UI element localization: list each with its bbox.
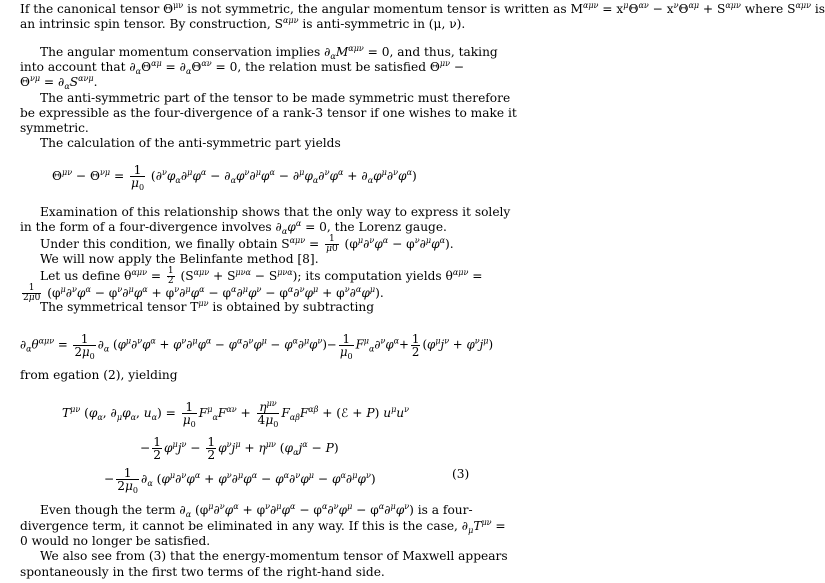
- p1-line-1: The angular momentum conservation implies $\partial_\alpha M^{\alpha\mu\nu} = 0$, and thus, taking: [40, 44, 498, 61]
- equation-antisymmetric: $\Theta^{\mu\nu} - \Theta^{\nu\mu}$ = $\frac{1}{\mu_0}$ $(\partial^\nu\varphi_\alpha\partial^\mu\varphi^\alpha - \partial_\alpha\varphi^\nu\partial^\mu\varphi^\alpha - \partial^\mu\varphi_\alpha\partial^\nu\varphi^\alpha + \partial_\alpha\varphi^\mu\partial^\nu\varphi^\alpha)$: [52, 163, 417, 192]
- fraction-1-over-2mu0: $\frac{1}{2\mu_0}$: [74, 332, 95, 361]
- fraction-eta-over-4mu0: $\frac{\eta^{\mu\nu}}{4\mu_0}$: [257, 399, 279, 429]
- equation-divergence: $\partial_\alpha\theta^{\alpha\mu\nu}$ = $\frac{1}{2\mu_0}$ $\partial_\alpha$ $(\varphi^\mu\partial^\nu\varphi^\alpha + \varphi^\nu\partial^\mu\varphi^\alpha - \varphi^\alpha\partial^\nu\varphi^\mu - \varphi^\alpha\partial^\mu\varphi^\nu)-$ $\frac{1}{\mu_0}$ $F^\mu_\alpha\partial^\nu\varphi^\alpha+$ $\frac{1}{2}$ $(\varphi^\mu j^\nu + \varphi^\nu j^\mu)$: [20, 332, 494, 361]
- p4-line-1: Examination of this relationship shows that the only way to express it solely: [40, 205, 511, 219]
- p1-line-3: $\Theta^{\nu\mu} = \partial_\alpha S^{\alpha\nu\mu}$.: [20, 74, 98, 91]
- fraction-eq3-half-2: $\frac{1}{2}$: [207, 435, 216, 462]
- p11-line-2: spontaneously in the first two terms of the right-hand side.: [20, 565, 385, 579]
- equation-3-number: (3): [452, 467, 470, 481]
- p7-line-1: Let us define $\theta^{\alpha\mu\nu}$ = $\frac{1}{2}$ $(S^{\alpha\mu\nu} + S^{\mu\nu\alpha} - S^{\mu\nu\alpha})$; its computation yields $\theta^{\alpha\mu\nu}$ =: [40, 266, 483, 286]
- p8-line-1: The symmetrical tensor $T^{\mu\nu}$ is obtained by subtracting: [40, 299, 375, 314]
- intro-line-1: If the canonical tensor $\Theta^{\mu\nu}$ is not symmetric, the angular momentum tensor is written as $M^{\alpha\mu\nu} = x^\mu\Theta^{\alpha\nu} - x^\nu\Theta^{\alpha\mu} + S^{\alpha\mu\nu}$ where $S^{\alpha\mu\nu}$ is: [20, 1, 825, 16]
- equation-3-line-2: − $\frac{1}{2}$ $\varphi^\mu j^\nu$ − $\frac{1}{2}$ $\varphi^\nu j^\mu + \eta^{\mu\nu}$ $(\varphi_\alpha j^\alpha - P)$: [140, 435, 339, 462]
- p5-line-1: Under this condition, we finally obtain $S^{\alpha\mu\nu}$ = $\frac{1}{\mu 0}$ $(\varphi^\mu\partial^\nu\varphi^\alpha - \varphi^\nu\partial^\mu\varphi^\alpha)$.: [40, 234, 454, 254]
- fraction-1-over-2mu0-small: $\frac{1}{2\mu 0}$: [23, 283, 41, 303]
- p7-line-2: $\frac{1}{2\mu 0}$ $(\varphi^\mu\partial^\nu\varphi^\alpha - \varphi^\nu\partial^\mu\varphi^\alpha + \varphi^\nu\partial^\mu\varphi^\alpha - \varphi^\alpha\partial^\mu\varphi^\nu - \varphi^\alpha\partial^\nu\varphi^\mu + \varphi^\nu\partial^\alpha\varphi^\mu)$.: [23, 283, 384, 303]
- p9-line-1: from egation (2), yielding: [20, 368, 178, 382]
- p11-line-1: We also see from (3) that the energy-momentum tensor of Maxwell appears: [40, 549, 508, 563]
- fraction-eq3-1: $\frac{1}{\mu_0}$: [182, 400, 196, 429]
- equation-3-line-1: $T^{\mu\nu}$ ($\varphi_\alpha$, $\partial_\mu\varphi_\alpha$, $u_\alpha$) = $\frac{1}{\mu_0}$ $F^\mu_\alpha F^{\alpha\nu}$ + $\frac{\eta^{\mu\nu}}{4\mu_0}$ $F_{\alpha\beta}F^{\alpha\beta}$ + (ℰ + P) $u^\mu u^\nu$: [62, 399, 410, 429]
- p2-line-2: be expressible as the four-divergence of a rank-3 tensor if one wishes to make it: [20, 106, 517, 120]
- p2-line-1: The anti-symmetric part of the tensor to be made symmetric must therefore: [40, 91, 511, 105]
- p4-line-2: in the form of a four-divergence involves $\partial_\alpha\varphi^\alpha = 0$, the Lorenz gauge.: [20, 219, 447, 236]
- fraction-1-over-mu0-b: $\frac{1}{\mu_0}$: [339, 332, 353, 361]
- fraction-eq3-1-over-2mu0: $\frac{1}{2\mu_0}$: [117, 466, 138, 495]
- fraction-eq3-half-1: $\frac{1}{2}$: [153, 435, 161, 462]
- p10-line-1: Even though the term $\partial_\alpha$ $(\varphi^\mu\partial^\nu\varphi^\alpha + \varphi^\nu\partial^\mu\varphi^\alpha - \varphi^\alpha\partial^\nu\varphi^\mu - \varphi^\alpha\partial^\mu\varphi^\nu)$ is a four-: [40, 502, 473, 519]
- p10-line-3: 0 would no longer be satisfied.: [20, 534, 211, 548]
- equation-3-line-3: − $\frac{1}{2\mu_0}$ $\partial_\alpha$ $(\varphi^\mu\partial^\nu\varphi^\alpha + \varphi^\nu\partial^\mu\varphi^\alpha - \varphi^\alpha\partial^\nu\varphi^\mu - \varphi^\alpha\partial^\mu\varphi^\nu)$: [104, 466, 376, 495]
- p10-line-2: divergence term, it cannot be eliminated in any way. If this is the case, $\partial_\mu T^{\mu\nu}$ =: [20, 518, 506, 535]
- p6-line-1: We will now apply the Belinfante method [8].: [40, 252, 319, 266]
- fraction-1-over-2: $\frac{1}{2}$: [167, 266, 174, 286]
- fraction-1-over-mu0: $\frac{1}{\mu_0}$: [131, 163, 145, 192]
- p1-line-2: into account that $\partial_\alpha\Theta^{\alpha\mu} = \partial_\alpha\Theta^{\alpha\nu} = 0$, the relation must be satisfied $\Theta^{\mu\nu}$ −: [20, 59, 465, 76]
- p3-line-1: The calculation of the anti-symmetric part yields: [40, 136, 341, 150]
- fraction-1-over-2-b: $\frac{1}{2}$: [411, 332, 420, 359]
- intro-line-2: an intrinsic spin tensor. By construction, $S^{\alpha\mu\nu}$ is anti-symmetric in (μ, ν).: [20, 16, 466, 31]
- fraction-1-over-mu0-small: $\frac{1}{\mu 0}$: [326, 234, 338, 254]
- p2-line-3: symmetric.: [20, 121, 89, 135]
